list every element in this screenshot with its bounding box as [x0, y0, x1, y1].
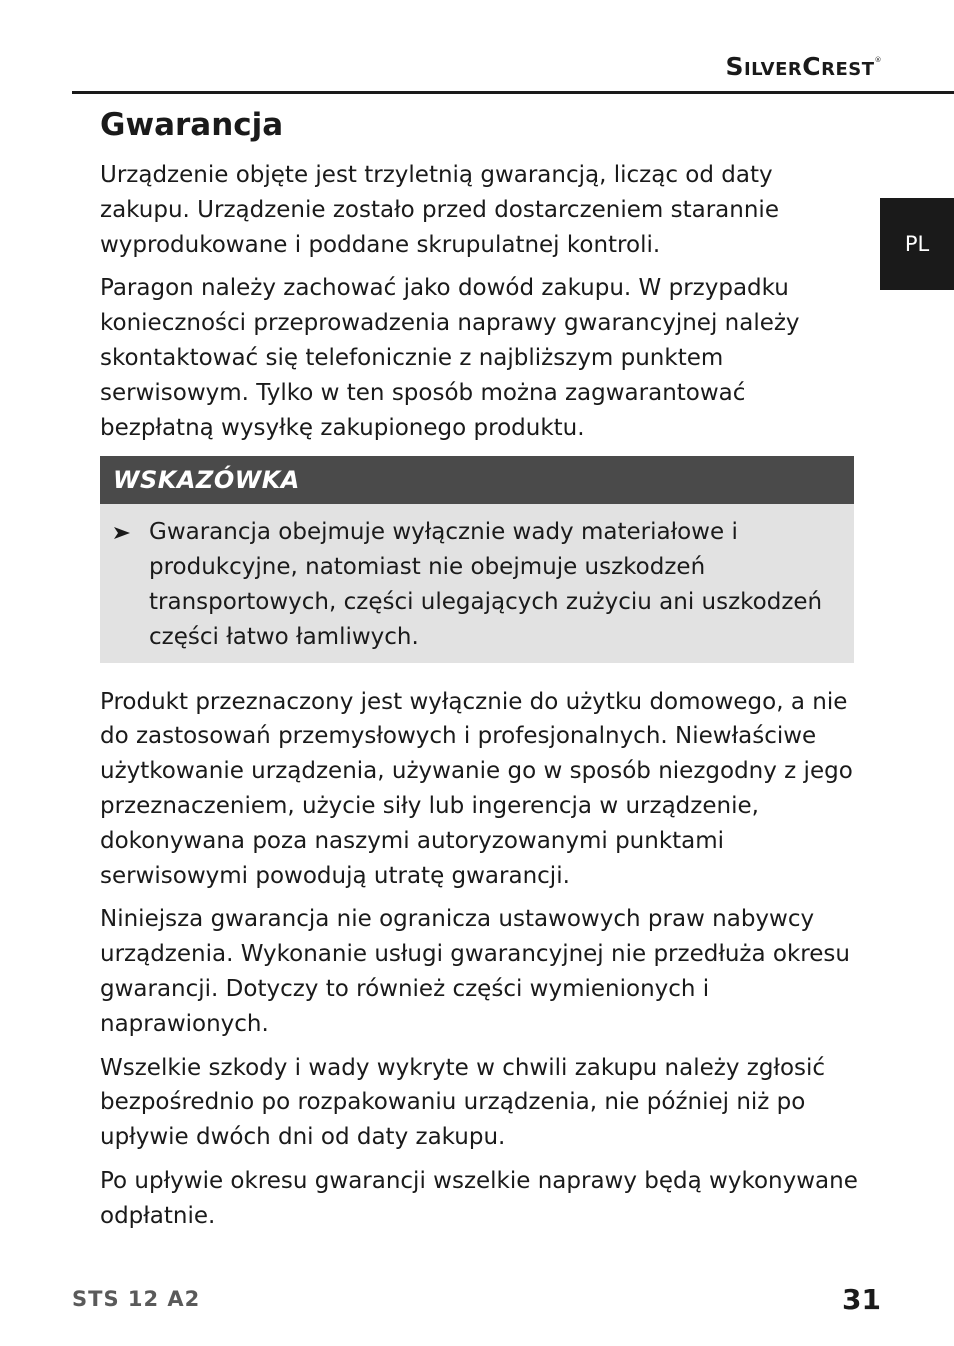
registered-mark: ®: [874, 56, 882, 64]
footer-model: STS 12 A2: [72, 1287, 201, 1311]
main-content: [100, 104, 858, 1243]
page-number: 31: [842, 1283, 881, 1316]
triangle-right-icon: [114, 515, 149, 654]
paragraph-statutory-rights: Niniejsza gwarancja nie ogranicza ustawowych praw nabywcy urządzenia. Wykonanie usługi gwarancyjnej nie przedłuża okresu gwarancji. Dotyczy to również części wymienionych i naprawionych.: [100, 906, 850, 1037]
page-title: Gwarancja: [100, 107, 284, 143]
language-tab: [880, 198, 954, 290]
paragraph-domestic-use: Produkt przeznaczony jest wyłącznie do użytku domowego, a nie do zastosowań przemysłowych i profesjonalnych. Niewłaściwe użytkowanie urządzenia, używanie go w sposób niezgodny z jego przeznaczeniem, użycie siły lub ingerencja w urządzenie, dokonywana poza naszymi autoryzowanymi punktami serwisowymi powodują utratę gwarancji.: [100, 688, 853, 889]
paragraph-receipt: Paragon należy zachować jako dowód zakupu. W przypadku konieczności przeprowadzenia naprawy gwarancyjnej należy skontaktować się telefonicznie z najbliższym punktem serwisowym. Tylko w ten sposób można zagwarantować bezpłatną wysyłkę zakupionego produktu.: [100, 275, 800, 441]
header-divider: [72, 91, 954, 94]
note-box: [100, 456, 854, 662]
paragraph-defect-reporting: Wszelkie szkody i wady wykryte w chwili zakupu należy zgłosić bezpośrednio po rozpakowaniu urządzenia, nie później niż po upływie dwóch dni od daty zakupu.: [100, 1054, 826, 1151]
paragraph-warranty-period: Urządzenie objęte jest trzyletnią gwarancją, licząc od daty zakupu. Urządzenie zostało przed dostarczeniem starannie wyprodukowane i poddane skrupulatnej kontroli.: [100, 162, 779, 258]
paragraph-paid-repairs: Po upływie okresu gwarancji wszelkie naprawy będą wykonywane odpłatnie.: [100, 1167, 858, 1229]
brand-name: SilverCrest: [725, 52, 875, 81]
brand-logo: [725, 52, 882, 81]
note-heading: WSKAZÓWKA: [100, 456, 854, 504]
note-body: [100, 504, 854, 662]
note-text: Gwarancja obejmuje wyłącznie wady materiałowe i produkcyjne, natomiast nie obejmuje uszkodzeń transportowych, części ulegających zużyciu ani uszkodzeń części łatwo łamliwych.: [149, 519, 823, 650]
language-tab-label: PL: [904, 232, 930, 256]
